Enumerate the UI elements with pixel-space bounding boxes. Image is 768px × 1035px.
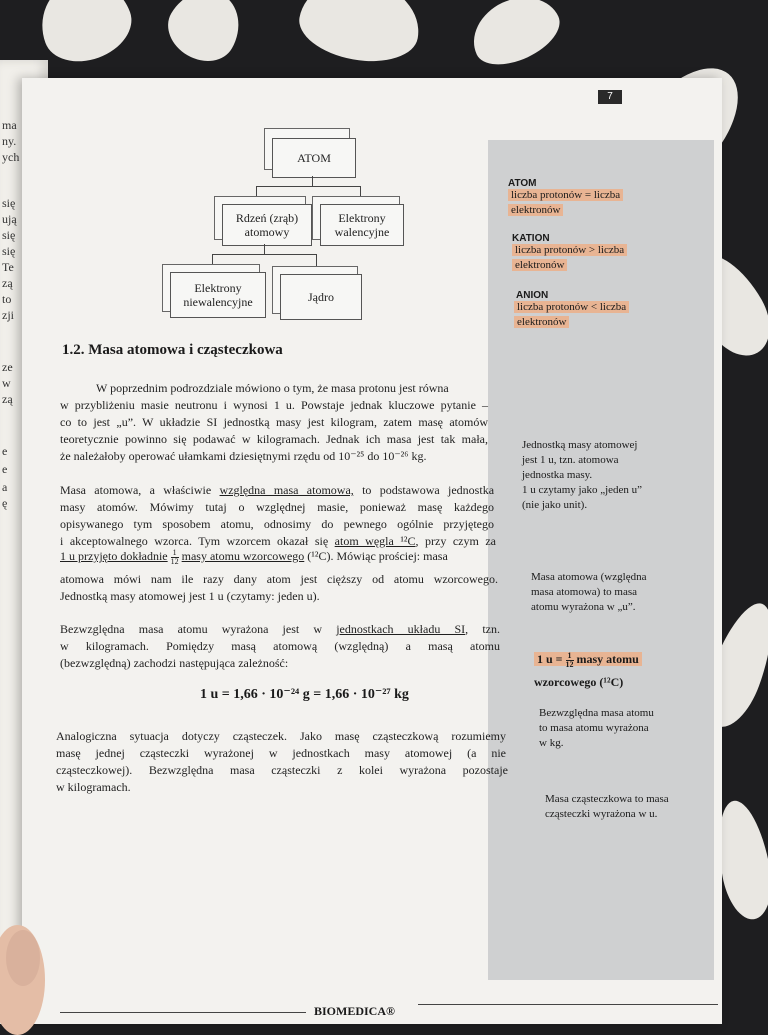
diagram-atom-box bbox=[272, 138, 356, 178]
diagram-valence-box bbox=[320, 204, 404, 246]
fraction-numerator: 1 bbox=[172, 547, 177, 557]
sidebar-anion-title: ANION bbox=[516, 290, 549, 301]
sidebar-note-unit-definition bbox=[534, 652, 642, 690]
text-span: i akceptowalnego wzorca. Tym wzorcem okazał się bbox=[60, 534, 335, 548]
paragraph-line: że należałoby operować ułamkami dziesiętnymi rzędu od 10⁻²⁵ do 10⁻²⁶ kg. bbox=[60, 449, 427, 463]
diagram-nonvalence-box bbox=[170, 272, 266, 318]
fabric-leaf bbox=[157, 0, 253, 73]
footer-rule bbox=[60, 1012, 306, 1013]
formula: 1 u = 1,66 · 10⁻²⁴ g = 1,66 · 10⁻²⁷ kg bbox=[200, 687, 409, 702]
text-span: , tzn. bbox=[465, 622, 500, 636]
left-page-text: ę bbox=[2, 496, 8, 510]
paragraph-line bbox=[60, 548, 498, 566]
left-page-text: się bbox=[2, 196, 16, 210]
paragraph-line: Analogiczna sytuacja dotyczy cząsteczek. Jako masę cząsteczkową rozumiemy bbox=[56, 729, 506, 743]
diagram-connector bbox=[312, 176, 313, 186]
diagram-connector bbox=[316, 254, 317, 266]
diagram-connector bbox=[256, 186, 257, 196]
left-page-text: się bbox=[2, 244, 16, 258]
underlined-term: względna masa atomowa, bbox=[219, 483, 354, 497]
underlined-term: atom węgla ¹²C bbox=[334, 534, 416, 548]
sidebar-note-line: Jednostką masy atomowej bbox=[522, 439, 638, 451]
sidebar-note-line: Bezwzględna masa atomu bbox=[539, 707, 654, 719]
paragraph-line: w przybliżeniu masie neutronu i wynosi 1 u. Powstaje jednak kluczowe pytanie – bbox=[60, 398, 488, 412]
text-span: (¹²C). Mówiąc prościej: masa bbox=[304, 549, 448, 563]
paragraph-line: teoretycznie powinno się podawać w kilogramach. Jednak ich masa jest tak mała, bbox=[60, 432, 488, 446]
sidebar-atom-def: elektronów bbox=[508, 204, 563, 216]
text-span: Masa atomowa, a właściwie bbox=[60, 483, 220, 497]
diagram-nucleus-label: Jądro bbox=[308, 290, 334, 304]
fraction-numerator: 1 bbox=[567, 651, 572, 660]
left-page-text: ma bbox=[2, 118, 17, 132]
paragraph-line: W poprzednim podrozdziale mówiono o tym, że masa protonu jest równa bbox=[96, 381, 449, 395]
fabric-leaf bbox=[462, 0, 569, 76]
paragraph-line: masy atomów. Mówimy tutaj o względnej masie, ponieważ masę każdego bbox=[60, 500, 494, 514]
paragraph-line: cząsteczkowej). Bezwzględna masa cząsteczki z kolei wyrażona pozostaje bbox=[56, 763, 508, 777]
sidebar-anion-def: liczba protonów < liczba bbox=[514, 301, 629, 313]
left-page-text: się bbox=[2, 228, 16, 242]
left-page-text: ują bbox=[2, 212, 17, 226]
text-span: to podstawowa jednostka bbox=[353, 483, 495, 497]
diagram-connector bbox=[212, 254, 316, 255]
sidebar-note-line: Masa atomowa (względna bbox=[531, 571, 647, 583]
sidebar-note-atomic-mass bbox=[531, 570, 646, 615]
diagram-nonvalence-label: Elektrony niewalencyjne bbox=[183, 281, 253, 309]
sidebar-note-line: to masa atomu wyrażona bbox=[539, 722, 649, 734]
diagram-connector bbox=[256, 186, 360, 187]
paragraph-line: masę jednej cząsteczki wyrażonej w jednostkach masy atomowej (a nie bbox=[56, 746, 506, 760]
fraction bbox=[566, 652, 574, 669]
left-page-text: zą bbox=[2, 392, 13, 406]
text-span: , przy czym za bbox=[415, 534, 496, 548]
left-page-text: e bbox=[2, 444, 8, 458]
sidebar-note-text: 1 u = bbox=[537, 652, 566, 667]
sidebar-note-line: masa atomowa) to masa bbox=[531, 586, 637, 598]
paragraph-line: atomowa mówi nam ile razy dany atom jest cięższy od atomu wzorcowego. bbox=[60, 572, 498, 586]
fraction-denominator: 12 bbox=[565, 660, 574, 669]
paragraph-line: (bezwzględną) zachodzi następująca zależność: bbox=[60, 656, 289, 670]
sidebar-atom-def: liczba protonów = liczba bbox=[508, 189, 623, 201]
sidebar-kation-def: liczba protonów > liczba bbox=[512, 244, 627, 256]
diagram-nucleus-box bbox=[280, 274, 362, 320]
left-page-text: w bbox=[2, 376, 11, 390]
sidebar-note-absolute-mass bbox=[539, 706, 654, 751]
sidebar-note-text: wzorcowego (¹²C) bbox=[534, 675, 624, 689]
paragraph-line: w kilogramach. Pomiędzy masą atomową (względną) a masą atomu bbox=[60, 639, 500, 653]
sidebar-note-line: w kg. bbox=[539, 737, 564, 749]
sidebar-note-line: cząsteczki wyrażona w u. bbox=[545, 808, 658, 820]
underlined-term: jednostkach układu SI bbox=[336, 622, 466, 636]
footer-rule bbox=[418, 1004, 718, 1005]
sidebar-note-text: masy atomu bbox=[573, 652, 639, 667]
left-page-text: to bbox=[2, 292, 12, 306]
sidebar-note-line: jednostka masy. bbox=[522, 469, 593, 481]
sidebar-note-line: atomu wyrażona w „u”. bbox=[531, 601, 636, 613]
fraction bbox=[171, 549, 179, 566]
sidebar-note-line: (nie jako unit). bbox=[522, 499, 588, 511]
left-page-text: e bbox=[2, 462, 8, 476]
fraction-denominator: 12 bbox=[170, 556, 179, 566]
sidebar-atom-title: ATOM bbox=[508, 178, 537, 189]
left-page-text: ych bbox=[2, 150, 20, 164]
diagram-core-label: Rdzeń (zrąb) atomowy bbox=[235, 211, 299, 239]
left-page-text: a bbox=[2, 480, 8, 494]
left-page-text: ny. bbox=[2, 134, 17, 148]
left-page-text: zą bbox=[2, 276, 13, 290]
fabric-leaf bbox=[294, 0, 426, 70]
sidebar-anion-def: elektronów bbox=[514, 316, 569, 328]
diagram-atom-label: ATOM bbox=[297, 151, 331, 165]
paragraph-line bbox=[60, 482, 494, 499]
diagram-valence-label: Elektrony walencyjne bbox=[334, 211, 390, 239]
fingernail bbox=[6, 930, 40, 986]
footer-brand: BIOMEDICA® bbox=[314, 1004, 395, 1018]
sidebar-kation-def: elektronów bbox=[512, 259, 567, 271]
sidebar-note-unit bbox=[522, 438, 642, 513]
underlined-term: masy atomu wzorcowego bbox=[181, 549, 305, 563]
text-span: Bezwzględna masa atomu wyrażona jest w bbox=[60, 622, 337, 636]
sidebar-kation-title: KATION bbox=[512, 233, 550, 244]
paragraph-line: opisywanego tym sposobem atomu, odnosimy do pewnego ogólnie przyjętego bbox=[60, 517, 494, 531]
paragraph-line: Jednostką masy atomowej jest 1 u (czytamy: jeden u). bbox=[60, 589, 320, 603]
page-number: 7 bbox=[598, 90, 622, 104]
left-page-text: Te bbox=[2, 260, 14, 274]
section-heading: 1.2. Masa atomowa i cząsteczkowa bbox=[62, 342, 283, 358]
diagram-connector bbox=[264, 244, 265, 254]
diagram-core-box bbox=[222, 204, 312, 246]
left-page-text: ze bbox=[2, 360, 13, 374]
paragraph-line: w kilogramach. bbox=[56, 780, 131, 794]
sidebar-note-molecular-mass bbox=[545, 792, 669, 822]
paragraph-line: co to jest „u”. W układzie SI jednostką masy jest kilogram, zatem masę atomów bbox=[60, 415, 488, 429]
sidebar-note-line: Masa cząsteczkowa to masa bbox=[545, 793, 669, 805]
sidebar-note-line: 1 u czytamy jako „jeden u” bbox=[522, 484, 643, 496]
paragraph-line bbox=[60, 621, 500, 638]
sidebar-note-line: jest 1 u, tzn. atomowa bbox=[522, 454, 619, 466]
left-page-text: zji bbox=[2, 308, 14, 322]
underlined-term: 1 u przyjęto dokładnie bbox=[60, 549, 168, 563]
diagram-connector bbox=[360, 186, 361, 196]
